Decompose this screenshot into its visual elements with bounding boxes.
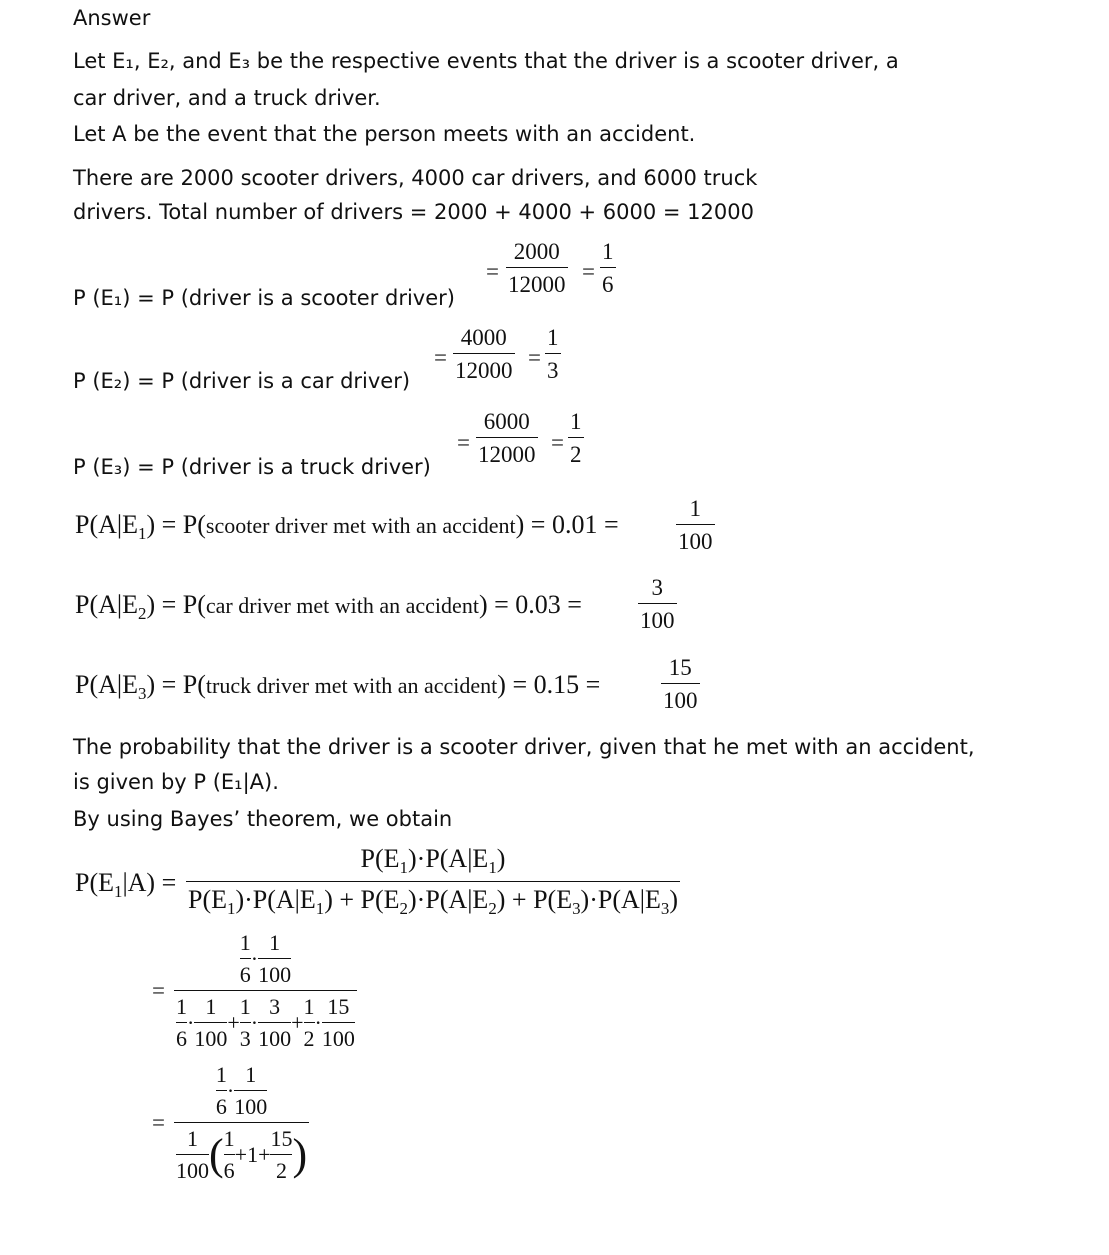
pe2-eq1: = bbox=[434, 345, 447, 370]
step2-f2: 15 bbox=[327, 994, 350, 1019]
pae2-fraction bbox=[638, 576, 677, 632]
step2-a1: 1 bbox=[176, 994, 187, 1019]
pe1-den2: 6 bbox=[602, 272, 614, 297]
pe3-fraction-1 bbox=[476, 410, 538, 466]
step2-numerator: $\frac{1}{6}$ · $\frac{1}{100}$ bbox=[239, 930, 292, 987]
pe2-den2: 3 bbox=[547, 358, 559, 383]
fraction-bar bbox=[240, 1022, 251, 1023]
fraction-bar bbox=[216, 1090, 227, 1091]
pae3-expression: $P(A|E_3)$ = P(truck driver met with an accident) = 0.15 = bbox=[75, 670, 601, 704]
conclusion-line-2: is given by P (E₁|A). bbox=[73, 770, 279, 794]
pae1-decimal: 0.01 bbox=[551, 510, 598, 539]
step2-e1: 3 bbox=[239, 1026, 251, 1051]
step2-b2: 100 bbox=[194, 1026, 228, 1051]
pe3-num2: 1 bbox=[570, 409, 582, 434]
step2-equals: = bbox=[152, 978, 165, 1003]
pe1-den1: 12000 bbox=[508, 272, 566, 297]
pe2-fraction-1 bbox=[453, 326, 515, 382]
left-paren: ( bbox=[209, 1130, 224, 1179]
right-paren: ) bbox=[292, 1130, 308, 1179]
pae2-den: 100 bbox=[640, 608, 675, 633]
step2-a2: 1 bbox=[205, 994, 217, 1019]
bayes-numerator: $P(E_1)\cdot P(A|E_1)$ bbox=[360, 844, 506, 878]
drivers-line-1: There are 2000 scooter drivers, 4000 car drivers, and 6000 truck bbox=[73, 166, 758, 190]
step3-d1: 6 bbox=[215, 1094, 227, 1119]
fraction-bar bbox=[186, 881, 680, 882]
step2-e2: 100 bbox=[258, 1026, 292, 1051]
pe3-label: P (E₃) = P (driver is a truck driver) bbox=[73, 455, 431, 479]
step3-denominator bbox=[174, 1128, 309, 1182]
step3-plus-one: +1+ bbox=[234, 1142, 271, 1167]
pe3-eq2: = bbox=[551, 430, 564, 455]
pe1-num2: 1 bbox=[602, 239, 614, 264]
bayes-lhs: $P(E_1|A)$ = bbox=[75, 868, 177, 902]
pe3-den2: 2 bbox=[570, 442, 582, 467]
fraction-bar bbox=[258, 1022, 291, 1023]
step3-q1: 15 bbox=[270, 1126, 293, 1151]
intro-line-2: car driver, and a truck driver. bbox=[73, 86, 381, 110]
pe1-fraction-2 bbox=[600, 240, 616, 296]
fraction-bar bbox=[174, 1122, 309, 1123]
step2-n2: 1 bbox=[269, 930, 281, 955]
pae2-expression: $P(A|E_2) = P(car$ driver met with an accident) = 0.03 = bbox=[75, 590, 582, 624]
bayes-intro: By using Bayes’ theorem, we obtain bbox=[73, 807, 453, 831]
pe1-fraction-1 bbox=[506, 240, 568, 296]
step2-g2: 100 bbox=[321, 1026, 355, 1051]
step2-f1: 1 bbox=[303, 994, 315, 1019]
pe2-num1: 4000 bbox=[460, 325, 507, 350]
pe1-eq1: = bbox=[486, 259, 499, 284]
pae3-decimal: 0.15 bbox=[533, 670, 580, 699]
pae3-num: 15 bbox=[668, 655, 692, 680]
fraction-bar bbox=[568, 437, 584, 438]
fraction-bar bbox=[270, 1154, 292, 1155]
conclusion-line-1: The probability that the driver is a scooter driver, given that he met with an accident, bbox=[73, 735, 975, 759]
fraction-bar bbox=[600, 267, 616, 268]
pe2-eq2: = bbox=[528, 345, 541, 370]
fraction-bar bbox=[176, 1022, 187, 1023]
pe3-eq1: = bbox=[457, 430, 470, 455]
step3-d2: 100 bbox=[234, 1094, 268, 1119]
step3-k1: 1 bbox=[187, 1126, 198, 1151]
step2-d2: 100 bbox=[258, 962, 292, 987]
step2-denominator: $\frac{1}{6}$ · $\frac{1}{100}$ + $\frac{1}{3}$ · $\frac{3}{100}$ + $\frac{1}{2}$ · $\frac{15}{100}$ bbox=[176, 994, 355, 1051]
pe3-fraction-2 bbox=[568, 410, 584, 466]
step3-q2: 2 bbox=[275, 1158, 287, 1183]
intro-line-1: Let E₁, E₂, and E₃ be the respective events that the driver is a scooter driver, a bbox=[73, 49, 899, 73]
pe2-den1: 12000 bbox=[455, 358, 513, 383]
step3-n1: 1 bbox=[215, 1062, 227, 1087]
step2-g1: 2 bbox=[303, 1026, 315, 1051]
bayes-denominator: $P(E_1)\cdot P(A|E_1) + P(E_2)\cdot P(A|E_2) + P(E_3)\cdot P(A|E_3)$ bbox=[188, 885, 678, 919]
fraction-bar bbox=[194, 1022, 227, 1023]
step2-d1: 6 bbox=[239, 962, 251, 987]
step3-n2: 1 bbox=[245, 1062, 257, 1087]
pae1-num: 1 bbox=[689, 496, 701, 521]
pae2-num: 3 bbox=[651, 575, 663, 600]
pe2-fraction-2 bbox=[545, 326, 561, 382]
pae1-expression: $P(A|E_1)$ = P(scooter driver met with an accident) = 0.01 = bbox=[75, 510, 619, 544]
step2-c2: 3 bbox=[269, 994, 281, 1019]
fraction-bar bbox=[224, 1154, 235, 1155]
fraction-bar bbox=[545, 353, 561, 354]
fraction-bar bbox=[638, 603, 677, 604]
pae3-den: 100 bbox=[663, 688, 698, 713]
pae2-text: car driver met with an accident bbox=[205, 593, 479, 618]
fraction-bar bbox=[476, 437, 538, 438]
step2-n1: 1 bbox=[239, 930, 251, 955]
step3-p2: 6 bbox=[223, 1158, 235, 1183]
pe1-num1: 2000 bbox=[513, 239, 560, 264]
fraction-bar bbox=[174, 990, 357, 991]
fraction-bar bbox=[453, 353, 515, 354]
pae1-fraction bbox=[676, 497, 715, 553]
fraction-bar bbox=[506, 267, 568, 268]
fraction-bar bbox=[304, 1022, 315, 1023]
pae2-decimal: 0.03 bbox=[515, 590, 561, 619]
fraction-bar bbox=[322, 1022, 355, 1023]
fraction-bar bbox=[176, 1154, 209, 1155]
pe3-den1: 12000 bbox=[478, 442, 536, 467]
step3-equals: = bbox=[152, 1110, 165, 1135]
pae1-text: scooter driver met with an accident bbox=[205, 513, 516, 538]
fraction-bar bbox=[234, 1090, 267, 1091]
pe3-num1: 6000 bbox=[483, 409, 530, 434]
pae1-den: 100 bbox=[678, 529, 713, 554]
event-a-definition: Let A be the event that the person meets with an accident. bbox=[73, 122, 696, 146]
step3-k2: 100 bbox=[176, 1158, 209, 1183]
step2-main-fraction bbox=[174, 932, 357, 1050]
pae3-fraction bbox=[661, 656, 700, 712]
bayes-formula-fraction bbox=[186, 846, 680, 918]
pe2-label: P (E₂) = P (driver is a car driver) bbox=[73, 369, 411, 393]
fraction-bar bbox=[258, 958, 291, 959]
step3-p1: 1 bbox=[223, 1126, 235, 1151]
step3-numerator: $\frac{1}{6}$ · $\frac{1}{100}$ bbox=[215, 1062, 268, 1119]
pe1-label: P (E₁) = P (driver is a scooter driver) bbox=[73, 286, 455, 310]
step2-c1: 1 bbox=[239, 994, 251, 1019]
fraction-bar bbox=[676, 524, 715, 525]
pe1-eq2: = bbox=[582, 259, 595, 284]
pae3-text: truck driver met with an accident bbox=[205, 673, 498, 698]
step3-main-fraction bbox=[174, 1064, 309, 1182]
drivers-line-2: drivers. Total number of drivers = 2000 + 4000 + 6000 = 12000 bbox=[73, 200, 754, 224]
fraction-bar bbox=[240, 958, 251, 959]
pe2-num2: 1 bbox=[547, 325, 559, 350]
answer-heading: Answer bbox=[73, 6, 151, 30]
fraction-bar bbox=[661, 683, 700, 684]
step2-b1: 6 bbox=[176, 1026, 187, 1051]
